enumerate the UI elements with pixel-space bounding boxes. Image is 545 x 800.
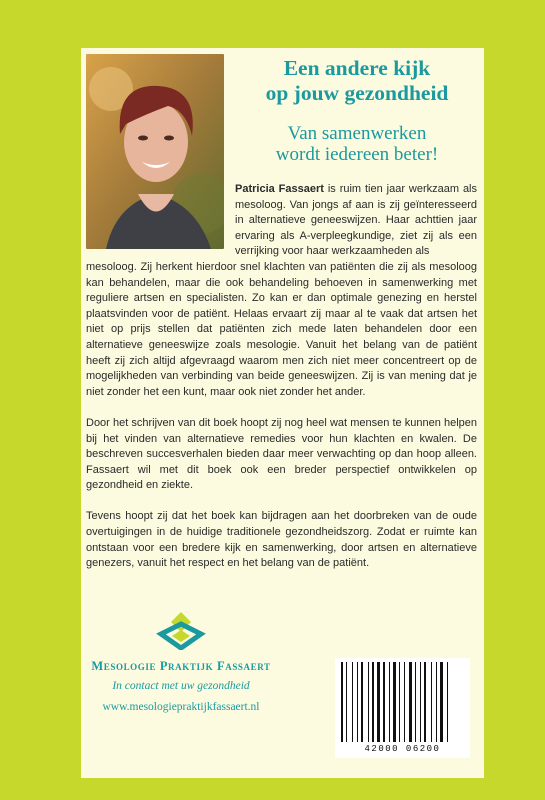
intro-text: is ruim tien jaar werkzaam als mesoloog. Van jongs af aan is zij geïnteresseerd in alternatieve geneeswijzen. Haar achttien jaar ervaring als A-verpleegkundige, ziet zij als een verrijking voor haar werkzaamheden als — [235, 183, 478, 258]
paragraph-2: Door het schrijven van dit boek hoopt zij nog heel wat mensen te kunnen helpen bij het vinden van alternatieve remedies voor hun klachten en kwalen. De beschreven succesverhalen bieden daar meer verwachting op dan hoop alleen. Fassaert wil met dit boek ook een breder perspectief ontwikkelen op gezondheid en ziekte. — [86, 416, 477, 492]
barcode-bars — [341, 662, 464, 742]
title-line-2: op jouw gezondheid — [265, 81, 449, 105]
org-tagline: In contact met uw gezondheid — [112, 680, 250, 692]
subtitle-line-2: wordt iedereen beter! — [275, 144, 439, 165]
cover-title — [236, 56, 478, 106]
diamond-logo-icon — [156, 610, 206, 650]
barcode-number: 42000 06200 — [364, 744, 441, 754]
org-name: Mesologie Praktijk Fassaert — [91, 659, 271, 673]
barcode — [335, 658, 470, 758]
subtitle-line-1: Van samenwerken — [287, 123, 427, 144]
paragraph-1-continued: mesoloog. Zij herkent hierdoor snel klachten van patiënten die zij als mesoloog kan behandelen, maar die ook behandeling behoeven in samenwerking met reguliere artsen en specialisten. Zo kan er dan optimale genezing en herstel plaatsvinden voor de patiënt. Helaas ervaart zij maar al te vaak dat artsen het niet op prijs stellen dat patiënten zich mede laten behandelen door een alternatieve geneeswijze zoals mesologie. Vanuit het belang van de patiënt heeft zij zich altijd afgevraagd waarom men zich niet meer concentreert op de mogelijkheden van verbinding van beide geneeswijzen. Zij is van mening dat je niet zonder het een kunt, maar ook niet zonder het ander. — [86, 260, 477, 398]
cover-subtitle — [236, 123, 478, 165]
title-line-1: Een andere kijk — [283, 56, 431, 80]
intro-paragraph — [86, 182, 477, 260]
paragraph-3: Tevens hoopt zij dat het boek kan bijdragen aan het doorbreken van de oude overtuigingen in de huidige traditionele gezondheidszorg. Zodat er ruimte kan ontstaan voor een bredere kijk en samenwerking, door artsen en alternatieve genezers, vanuit het respect en het belang van de patiënt. — [86, 510, 477, 570]
back-cover-text — [86, 182, 477, 572]
author-name: Patricia Fassaert — [235, 183, 324, 195]
org-url[interactable]: www.mesologiepraktijkfassaert.nl — [102, 701, 260, 713]
